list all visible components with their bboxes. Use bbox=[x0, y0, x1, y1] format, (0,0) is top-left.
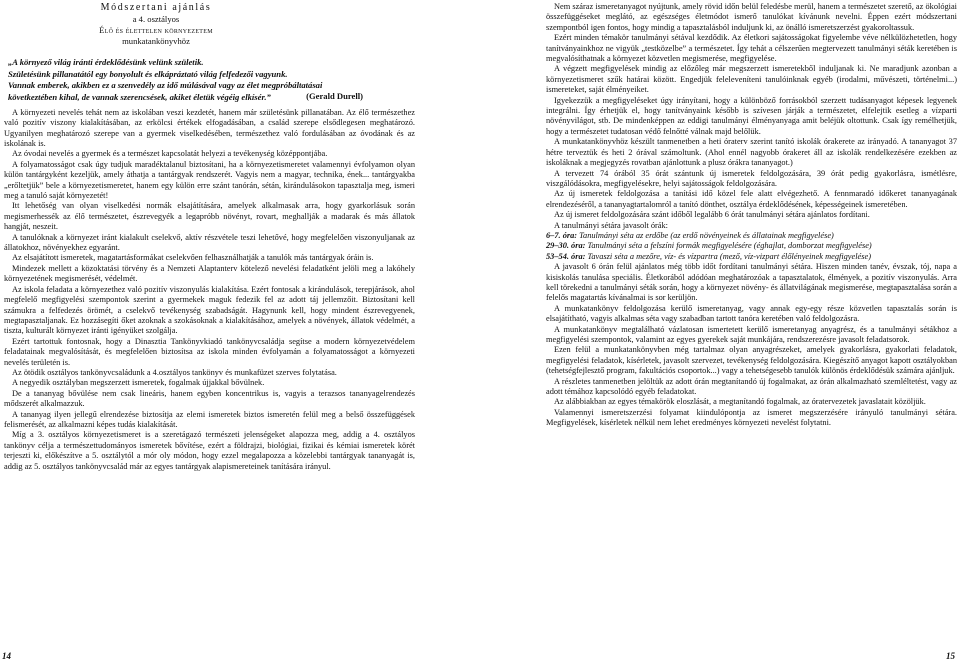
page-number-right: 15 bbox=[946, 651, 955, 661]
paragraph: Az ötödik osztályos tankönyvcsaládunk a 4.osztályos tankönyv és munkafüzet szerves folytatása. bbox=[12, 367, 337, 377]
paragraph: A folyamatosságot csak úgy tudjuk maradéktalanul biztosítani, ha a környezetismeretet valamennyi évfolyamon olyan külön tantárgyként kezeljük, amely áthatja a tantárgyak rendszerét. Vagyis nem a magyar, technika, ének... tantárgyakba „erőltetjük” bele a környezetismeretet, hanem egy külön erre szánt tanórán, sétán, kirándulásokon tapasztalja meg, ismeri meg a tanuló saját környezetét! bbox=[4, 159, 415, 201]
paragraph: Ezen felül a munkatankönyvben még tartalmaz olyan anyagrészeket, amelyek gyakorlásra, gyakorlati feladatok, megfigyelési feladatok, kísérletek, javasolt szervezet, tevékenység feldolgozására. Kiegészítő anyagot kapott osztályokban (tehetségfejlesztő program, fakultációs csoportok...) vagy a tehetségesebb tanulók különös érdeklődésük számára ajánljuk. bbox=[546, 345, 957, 376]
schedule-heading: A tanulmányi sétára javasolt órák: bbox=[554, 220, 668, 230]
paragraph: Ezért minden témakör tanulmányi sétával kezdődik. Az életkori sajátosságokat figyelembe véve nélkülözhetetlen, hogy tanítványainkhoz ne vigyük „testközelbe” a természetet. Így tehát a célszerűen megtervezett tanulmányi séták keretében is megvalósíthatnak a környezet közvetlen megismerése, megfigyelése. bbox=[546, 33, 957, 64]
quote-line: Születésünk pillanatától egy bonyolult és elkápráztató világ felfedezői vagyunk. bbox=[8, 68, 288, 79]
walk-schedule bbox=[546, 221, 957, 263]
schedule-item bbox=[546, 241, 957, 251]
right-page bbox=[546, 2, 957, 429]
schedule-hours: 29–30. óra: bbox=[546, 241, 586, 251]
paragraph: Nem száraz ismeretanyagot nyújtunk, amely rövid időn belül feledésbe merül, hanem a természetet szerető, az ökológiai összefüggéseket meglátó, az egészséges életmódot ismerő tanulókat kívánunk nevelni. Éppen ezért módszertani szempontból igen fontos, hogy mindig a tapasztalásból induljunk ki, az önálló ismeretszerzést gyakoroltassuk. bbox=[546, 2, 957, 32]
paragraph: A munkatankönyv megtalálható vázlatosan ismertetett kerülő ismeretanyag anyagrész, és a tanulmányi sétákhoz a megfigyelési szempontok, valamint az egyes gyerekek saját munkájára, rendszerezésre javasolt feladatsorok. bbox=[546, 324, 957, 344]
paragraph: A tananyag ilyen jellegű elrendezése biztosítja az elemi ismeretek biztos ismeretén felül meg a belső összefüggések felismerését, az alkalmazni képes tudás kialakítását. bbox=[4, 409, 415, 429]
header-title: Módszertani ajánlás bbox=[100, 2, 212, 13]
paragraph: Míg a 3. osztályos környezetismeret is a szeretágazó természeti jelenségeket alapozza meg, addig a 4. osztályos tankönyv célja a természettudományos ismeretek bővítése, ezért a földrajzi, biológiai, fizikai és kémiai ismeretek körét terjeszti ki, előkészítve a 5. osztálytól a mór oly módon, hogy ezzel megalapozza a közelebbi tantárgyak tananyagát is, addig az 5. osztályos tankönyvcsalád már az egyes tantárgyak alapismereteinek tanítására irányul. bbox=[4, 430, 415, 471]
paragraph: Az alábbiakban az egyes témakörök eloszlását, a megtanítandó fogalmak, az óratervezetek javaslatait közöljük. bbox=[554, 397, 926, 407]
paragraph: A részletes tanmenetben jelöltük az adott órán megtanítandó új fogalmakat, az órán alkalmazható szemléltetést, vagy az adott témához kapcsolódó egyéb feladatokat. bbox=[546, 376, 957, 397]
paragraph: Az óvodai nevelés a gyermek és a természet kapcsolatát helyezi a tevékenység középpontjába. bbox=[12, 149, 328, 159]
paragraph: A munkatankönyv feldolgozása kerülő ismeretanyag, vagy annak egy-egy része közvetlen tapasztalás során is elsajátítható, vagyis alkalmas séta vagy szabadban tartott tanóra keretében való feldolgozásra. bbox=[546, 303, 957, 324]
paragraph: Az iskola feladata a környezethez való pozitív viszonyulás kialakítása. Ezért fontosak a kirándulások, terepjárások, ahol megfelelő megfigyelési szempontok szerint a gyermekek maguk fedezik fel az adott táj jellemzőit. Biztosítani kell számukra a felfedezés örömét, a cselekvő tevékenység szabadságát. Hagynunk kell, hogy mindent észrevegyenek, megtapasztaljanak. Ez hozzásegíti őket azoknak a szokásoknak a kialakításához, amelyek a növények, állatok védelmét, a tiszta, kulturált környezet iránti igényüket szolgálja. bbox=[4, 284, 415, 336]
paragraph: A tanulóknak a környezet iránt kialakult cselekvő, aktív részvétele teszi lehetővé, hogy megfelelően viszonyuljanak az állatokhoz, növényekhez egyaránt. bbox=[4, 232, 415, 253]
paragraph: Az elsajátított ismeretek, magatartásformákat cselekvően felhasználhatják a tanulók más tantárgyak óráin is. bbox=[12, 253, 374, 263]
page-number-left: 14 bbox=[2, 651, 11, 661]
paragraph: Az új ismeretek feldolgozása a tanítási idő közel fele alatt elvégezhető. A fennmaradó időkeret tananyagának elrendezéséről, a tananyagtartalomról a tanító dönthet, osztálya érdeklődésének, képességeinek ismeretében. bbox=[546, 189, 957, 209]
paragraph: Mindezek mellett a közoktatási törvény és a Nemzeti Alaptanterv kötelező nevelési feladatként jelöli meg a lakóhely környezetének megismerését, védelmét. bbox=[4, 263, 415, 284]
quote-line: Vannak emberek, akikben ez a szenvedély az idő múlásával vagy az élet megpróbáltatásai következtében kihal, de vannak szerencsések, akiket életük végéig elkísér.” bbox=[8, 80, 323, 102]
schedule-hours: 53–54. óra: bbox=[546, 251, 586, 261]
header-book-title: Élő és élettelen környezetem bbox=[99, 25, 213, 35]
schedule-text: Tanulmányi séta a felszíni formák megfigyelésére (éghajlat, domborzat megfigyelése) bbox=[587, 241, 872, 251]
header-subtitle: munkatankönyvhöz bbox=[122, 36, 190, 46]
schedule-hours: 6–7. óra: bbox=[546, 230, 578, 240]
left-body-text bbox=[4, 108, 415, 472]
paragraph: Ezért tartottuk fontosnak, hogy a Dinasztia Tankönyvkiadó tankönyvcsaládja segítse a modern környezetvédelem feladatainak megvalósítását, és megfelelően biztosítsa az iskola minden évfolyamán a folyamatosságot a környezeti nevelés területén is. bbox=[4, 336, 415, 367]
schedule-item bbox=[546, 252, 957, 262]
paragraph: Az új ismeret feldolgozására szánt időből legalább 6 órát tanulmányi sétára ajánlatos fordítani. bbox=[554, 210, 870, 220]
paragraph: A végzett megfigyelések mindig az előzőleg már megszerzett ismeretekből induljanak ki. Ne maradjunk azonban a környezetismeret szűk határai között. Engedjük feleleveníteni tanulóinknak egyéb (irodalmi, művészeti, történelmi...) ismereteket, saját élményeiket. bbox=[546, 64, 957, 95]
paragraph: A munkatankönyvhöz készült tanmenetben a heti óraterv szerint tanító iskolák órakerete az irányadó. A tananyagot 37 hétre terveztük és heti 2 órával számoltunk. (Ahol ennél nagyobb órakeret áll az iskolák rendelkezésére ezekben az iskoláknak a megjegyzés rovatban ajánlottunk a plusz órákra tananyagot.) bbox=[546, 137, 957, 168]
paragraph: Valamennyi ismeretszerzési folyamat kiindulópontja az ismeret megszerzésére irányuló tanulmányi sétára. Megfigyelések, kísérletek nélkül nem lehet eredményes környezeti nevelést folytatni. bbox=[546, 407, 957, 428]
paragraph: Igyekezzük a megfigyeléseket úgy irányítani, hogy a különböző forrásokból szerzett tudásanyagot képesek legyenek integrálni. Így érhetjük el, hogy tanítványaink később is szívesen járják a természetet, elfelejtik esetleg a vízparti növényvilágot, stb. De mindenképpen az eddigi tanulmányi élményanyaga amit beléjük oltottunk. Csak így remélhetjük, hogy a természetet tudatosan védő felnőtté válnak majd belőlük. bbox=[546, 95, 957, 136]
left-page bbox=[4, 0, 415, 472]
paragraph: De a tananyag bővülése nem csak lineáris, hanem egyben koncentrikus is, vagyis a terazsos tananyagelrendezés mődszerét alkalmazzuk. bbox=[4, 388, 415, 409]
paragraph: A tervezett 74 órából 35 órát szántunk új ismeretek feldolgozására, 39 órát pedig gyakorlásra, ismétlésre, viszgálódásokra, megfigyelésekre, helyi sajátosságok feldolgozására. bbox=[546, 168, 957, 188]
paragraph: Itt lehetőség van olyan viselkedési normák elsajátítására, amelyek alkalmasak arra, hogy gyarkorlásuk során megismerhessék az élő természetet, észrevegyék a legapróbb növényt, rovart, meghallják a madarak és más állatok hangját, neszeit. bbox=[4, 201, 415, 232]
header-grade: a 4. osztályos bbox=[132, 14, 180, 24]
schedule-text: Tanulmányi séta az erdőbe (az erdő növényeinek és állatainak megfigyelése) bbox=[579, 230, 834, 240]
document-header bbox=[6, 2, 306, 47]
quote-line: „A környező világ iránti érdeklődésünk velünk születik. bbox=[8, 57, 204, 67]
quote-author: (Gerald Durell) bbox=[306, 91, 363, 102]
paragraph: A környezeti nevelés tehát nem az iskolában veszi kezdetét, hanem már születésünk pillanatában. Az élő természethez való pozitív viszony kialakításában, az erkölcsi értékek elfogadásában, a család szerepe elsődlegesen meghatározó. Ugyanilyen meghatározó szerepe van a gyermek viselkedésében, természethez való fordulásában az óvodának és az iskolának is. bbox=[4, 107, 415, 148]
schedule-item bbox=[546, 231, 957, 241]
schedule-text: Tavaszi séta a mezőre, víz- és vízpartra (mező, víz-vizpart élőlényeinek megfigyelése) bbox=[587, 251, 871, 261]
paragraph: A javasolt 6 órán felül ajánlatos még több időt fordítani tanulmányi sétára. Hiszen minden tanév, évszak, tój, napa a kisiskolás tanulása speciális. Életkorából adódóan meghatározóak a tapasztalatok, élmények, a pozitív viszonyulás. Arra kell törekedni a tanulmányi séták során, hogy a környezet növény- és állatvilágának megismerése, megtapasztalása során a felelős magatartás kívánalmai is sor kerüljön. bbox=[546, 262, 957, 303]
paragraph: A negyedik osztályban megszerzett ismeretek, fogalmak újjakkal bővülnek. bbox=[12, 378, 265, 388]
